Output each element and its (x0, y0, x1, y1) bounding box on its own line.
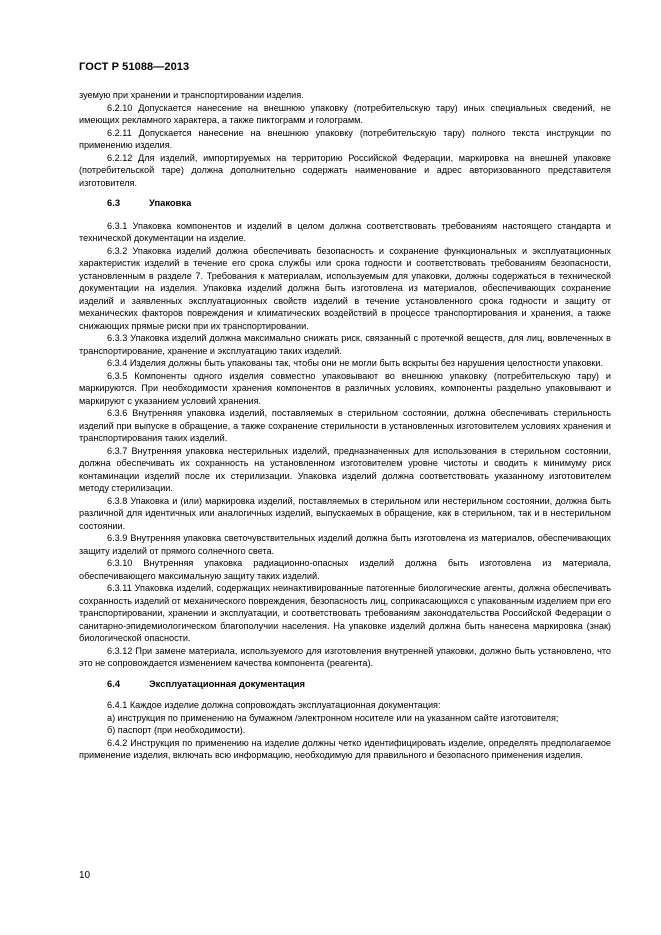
paragraph-continuation: зуемую при хранении и транспортировании изделия. (79, 90, 304, 100)
paragraph-6-3-12: 6.3.12 При замене материала, используемого для изготовления внутренней упаковки, должно быть установлено, что это не сопровождается изменением качества компонента (реагента). (79, 645, 611, 668)
paragraph-6-2-11: 6.2.11 Допускается нанесение на внешнюю упаковку (потребительскую тару) полного текста инструкции по применению изделия. (79, 127, 611, 150)
document-header: ГОСТ Р 51088—2013 (79, 61, 190, 73)
paragraph-6-3-9: 6.3.9 Внутренняя упаковка светочувствительных изделий должна быть изготовлена из материалов, обеспечивающих защиту изделий от прямого солнечного света. (79, 533, 611, 556)
paragraph-6-3-3: 6.3.3 Упаковка изделий должна максимально снижать риск, связанный с протечкой веществ, для лиц, вовлеченных в транспортирование, хранение и эксплуатацию таких изделий. (79, 333, 611, 356)
paragraph-6-3-10: 6.3.10 Внутренняя упаковка радиационно-опасных изделий должна быть изготовлена из материала, обеспечивающего максимальную защиту таких изделий. (79, 558, 611, 581)
paragraph-6-2-10: 6.2.10 Допускается нанесение на внешнюю упаковку (потребительскую тару) иных специальных сведений, не имеющих рекламного характера, а также пиктограмм и голограмм. (79, 102, 611, 125)
paragraph-6-2-12: 6.2.12 Для изделий, импортируемых на территорию Российской Федерации, маркировка на внешней упаковке (потребительской таре) должна дополнительно содержать наименование и адрес авторизованного представителя изготовителя. (79, 152, 611, 188)
section-number: 6.4 (107, 677, 121, 689)
paragraph-6-3-2: 6.3.2 Упаковка изделий должна обеспечивать безопасность и сохранение функциональных и эксплуатационных характеристик изделий в течение его срока службы или срока годности и соответствовать требованиям безопасности, установленным в разделе 7. Требования к материалам, используемым для упаковки, должны содержаться в технической документации на изделия. Упаковка изделий должна быть изготовлена из материалов, обеспечивающих сохранение изделий и заявленных эксплуатационных свойств изделий в течение установленного срока годности и защиту от механических факторов повреждения и климатических воздействий в процессе транспортирования и хранения, а также снижающих прямые риски при их транспортировании. (79, 245, 611, 331)
paragraph-6-3-7: 6.3.7 Внутренняя упаковка нестерильных изделий, предназначенных для использования в стерильном состоянии, должна обеспечивать их сохранность на установленном изготовителем уровне чистоты и сводить к минимуму риск контаминации изделий после их стерилизации. Упаковка изделий должна соответствовать указанному изготовителем методу стерилизации. (79, 445, 611, 493)
page-number: 10 (79, 870, 91, 881)
section-title: Эксплуатационная документация (149, 677, 305, 689)
paragraph-6-4-1: 6.4.1 Каждое изделие должна сопровождать эксплуатационная документация: (107, 700, 441, 710)
list-item-b: б) паспорт (при необходимости). (107, 725, 246, 735)
paragraph-6-3-11: 6.3.11 Упаковка изделий, содержащих неинактивированные патогенные биологические агенты, должна обеспечивать сохранность изделий от механического повреждения, безопасность лиц, соприкасающихся с упакованным изделием при его транспортировании, хранении и эксплуатации, и соответствовать требованиям законодательства Российской Федерации о санитарно-эпидемиологическом благополучии населения. На упаковке изделий должна быть нанесена маркировка (знак) биологической опасности. (79, 583, 611, 643)
paragraph-6-3-6: 6.3.6 Внутренняя упаковка изделий, поставляемых в стерильном состоянии, должна обеспечивать стерильность изделий при выпуске в обращение, а также сохранение стерильности в установленных изготовителем условиях хранения и транспортирования таких изделий. (79, 408, 611, 443)
paragraph-6-3-4: 6.3.4 Изделия должны быть упакованы так, чтобы они не могли быть вскрыты без нарушения целостности упаковки. (107, 358, 604, 368)
paragraph-6-3-5: 6.3.5 Компоненты одного изделия совместно упаковывают во внешнюю упаковку (потребительскую тару) и маркируются. При необходимости хранения компонентов в различных условиях, компоненты раздельно упаковывают и маркируют с указанием условий хранения. (79, 370, 611, 406)
section-title: Упаковка (149, 197, 192, 208)
paragraph-6-4-2: 6.4.2 Инструкция по применению на изделие должны четко идентифицировать изделие, определять предполагаемое применение изделия, включать всю информацию, необходимую для правильного и безопасного применения изделия. (79, 737, 611, 760)
paragraph-6-3-8: 6.3.8 Упаковка и (или) маркировка изделий, поставляемых в стерильном или нестерильном состоянии, должна быть различной для идентичных или аналогичных изделий, выпускаемых в обращение, как в стерильном, так и в нестерильном состоянии. (79, 495, 611, 531)
section-heading-6-4 (79, 678, 611, 691)
paragraph-6-3-1: 6.3.1 Упаковка компонентов и изделий в целом должна соответствовать требованиям настоящего стандарта и технической документации на изделие. (79, 220, 611, 243)
section-number: 6.3 (107, 197, 121, 208)
list-item-a: а) инструкция по применению на бумажном /электронном носителе или на указанном сайте изготовителя; (107, 712, 559, 723)
document-body (79, 89, 611, 762)
section-heading-6-3 (79, 197, 611, 210)
